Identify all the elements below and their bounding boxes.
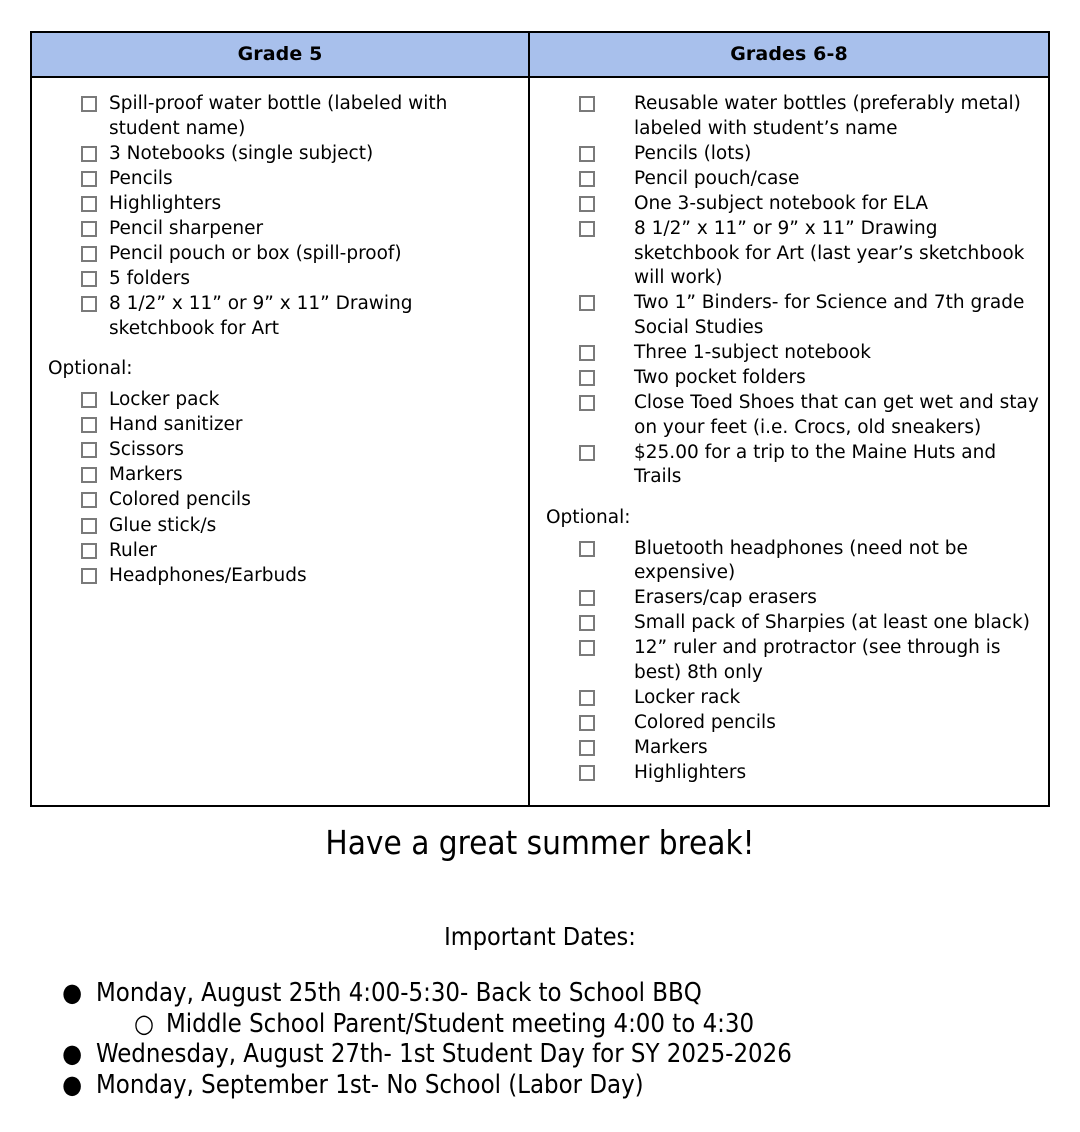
checkbox-icon[interactable] (579, 615, 595, 631)
checklist-item-label: Close Toed Shoes that can get wet and stay on your feet (i.e. Crocs, old sneakers) (634, 392, 1039, 438)
checklist-item-label: Glue stick/s (109, 514, 217, 536)
checklist-item[interactable] (538, 441, 1042, 490)
checkbox-icon[interactable] (81, 196, 97, 212)
checkbox-icon[interactable] (81, 146, 97, 162)
grade-5-optional-label: Optional: (48, 358, 133, 380)
checklist-item-label: Two 1” Binders- for Science and 7th grade Social Studies (634, 292, 1025, 338)
checkbox-icon[interactable] (81, 467, 97, 483)
checkbox-icon[interactable] (579, 715, 595, 731)
checkbox-icon[interactable] (81, 221, 97, 237)
checklist-item[interactable] (40, 564, 522, 589)
checklist-item[interactable] (538, 711, 1042, 736)
important-dates-list (0, 978, 1080, 1100)
checkbox-icon[interactable] (579, 221, 595, 237)
date-item-text: Monday, September 1st- No School (Labor Day) (96, 1069, 644, 1100)
grade-5-required-list (40, 92, 522, 341)
grade-5-cell (31, 77, 529, 806)
checklist-item-label: Bluetooth headphones (need not be expensive) (634, 537, 968, 584)
checklist-item[interactable] (538, 167, 1042, 192)
checkbox-icon[interactable] (81, 171, 97, 187)
summer-break-heading: Have a great summer break! (325, 823, 755, 862)
grades-6-8-optional-list (538, 537, 1042, 786)
checklist-item[interactable] (538, 537, 1042, 586)
checkbox-icon[interactable] (81, 543, 97, 559)
date-item (0, 1070, 1080, 1101)
checkbox-icon[interactable] (579, 541, 595, 557)
checklist-item[interactable] (538, 192, 1042, 217)
date-item-text: Middle School Parent/Student meeting 4:00 to 4:30 (166, 1008, 755, 1039)
checklist-item-label: 5 folders (109, 268, 190, 290)
grades-6-8-cell (529, 77, 1049, 806)
grades-6-8-optional-label: Optional: (546, 507, 631, 528)
checklist-item[interactable] (538, 636, 1042, 685)
checklist-item[interactable] (538, 142, 1042, 167)
checklist-item-label: Scissors (109, 439, 184, 461)
checklist-item[interactable] (40, 388, 522, 413)
checkbox-icon[interactable] (579, 445, 595, 461)
checklist-item[interactable] (538, 217, 1042, 291)
checklist-item[interactable] (538, 686, 1042, 711)
school-supply-table (30, 31, 1050, 807)
checklist-item[interactable] (40, 217, 522, 242)
checklist-item-label: Highlighters (109, 192, 222, 214)
checkbox-icon[interactable] (579, 196, 595, 212)
checklist-item-label: Markers (109, 464, 183, 486)
checklist-item-label: Headphones/Earbuds (109, 564, 307, 586)
bullet-icon: ● (62, 1069, 83, 1100)
checklist-item-label: Pencil sharpener (109, 217, 264, 239)
table-header-row (31, 32, 1049, 77)
checklist-item-label: Colored pencils (634, 712, 776, 734)
hollow-bullet-icon: ○ (134, 1008, 155, 1039)
checklist-item[interactable] (40, 539, 522, 564)
checklist-item[interactable] (538, 366, 1042, 391)
checklist-item-label: Pencils (109, 167, 173, 189)
checkbox-icon[interactable] (81, 246, 97, 262)
checklist-item[interactable] (40, 192, 522, 217)
checklist-item-label: 8 1/2” x 11” or 9” x 11” Drawing sketchbook for Art (last year’s sketchbook will work) (634, 217, 1025, 289)
checklist-item[interactable] (538, 611, 1042, 636)
date-item-text: Monday, August 25th 4:00-5:30- Back to School BBQ (96, 978, 702, 1008)
checkbox-icon[interactable] (81, 568, 97, 584)
checkbox-icon[interactable] (81, 96, 97, 112)
checklist-item-label: Pencils (lots) (634, 142, 752, 164)
checkbox-icon[interactable] (579, 370, 595, 386)
checklist-item[interactable] (538, 92, 1042, 141)
checklist-item[interactable] (40, 267, 522, 292)
checklist-item-label: Pencil pouch/case (634, 167, 800, 189)
checkbox-icon[interactable] (579, 146, 595, 162)
checkbox-icon[interactable] (81, 271, 97, 287)
checkbox-icon[interactable] (579, 171, 595, 187)
checkbox-icon[interactable] (81, 392, 97, 408)
checklist-item[interactable] (538, 736, 1042, 761)
checkbox-icon[interactable] (579, 96, 595, 112)
date-sub-item (0, 1009, 1080, 1040)
date-item (0, 978, 1080, 1009)
checklist-item[interactable] (40, 438, 522, 463)
checklist-item-label: Small pack of Sharpies (at least one black) (634, 612, 1030, 634)
checklist-item-label: Highlighters (634, 762, 747, 784)
checklist-item[interactable] (538, 291, 1042, 340)
checklist-item-label: $25.00 for a trip to the Maine Huts and Trails (634, 441, 997, 488)
checklist-item[interactable] (40, 488, 522, 513)
column-header-grades-6-8: Grades 6-8 (529, 32, 1049, 77)
checkbox-icon[interactable] (81, 296, 97, 312)
checklist-item-label: Markers (634, 737, 708, 759)
checklist-item-label: Two pocket folders (634, 367, 806, 389)
table-body-row (31, 77, 1049, 806)
checkbox-icon[interactable] (579, 765, 595, 781)
checklist-item-label: Locker pack (109, 389, 220, 411)
bullet-icon: ● (62, 978, 83, 1008)
checklist-item[interactable] (40, 92, 522, 141)
checklist-item-label: Ruler (109, 539, 157, 561)
checkbox-icon[interactable] (579, 395, 595, 411)
checklist-item-label: Erasers/cap erasers (634, 587, 817, 609)
checklist-item-label: Three 1-subject notebook (634, 341, 872, 363)
grades-6-8-required-list (538, 92, 1042, 490)
checklist-item[interactable] (40, 242, 522, 267)
checklist-item[interactable] (40, 167, 522, 192)
checklist-item-label: Pencil pouch or box (spill-proof) (109, 243, 402, 265)
checklist-item[interactable] (40, 463, 522, 488)
checklist-item-label: Spill-proof water bottle (labeled with student name) (109, 93, 448, 139)
checklist-item[interactable] (40, 292, 522, 341)
checkbox-icon[interactable] (579, 295, 595, 311)
checklist-item[interactable] (538, 341, 1042, 366)
date-item (0, 1039, 1080, 1070)
checklist-item[interactable] (538, 761, 1042, 786)
checklist-item-label: Reusable water bottles (preferably metal) labeled with student’s name (634, 93, 1021, 139)
column-header-grade-5: Grade 5 (31, 32, 529, 77)
checkbox-icon[interactable] (579, 590, 595, 606)
checkbox-icon[interactable] (81, 442, 97, 458)
important-dates-heading: Important Dates: (444, 922, 636, 951)
checklist-item-label: 12” ruler and protractor (see through is best) 8th only (634, 637, 1001, 684)
bullet-icon: ● (62, 1039, 83, 1069)
checkbox-icon[interactable] (81, 518, 97, 534)
checklist-item-label: 3 Notebooks (single subject) (109, 142, 374, 164)
checklist-item-label: Locker rack (634, 687, 741, 709)
checkbox-icon[interactable] (579, 740, 595, 756)
checkbox-icon[interactable] (579, 640, 595, 656)
checklist-item[interactable] (538, 586, 1042, 611)
checkbox-icon[interactable] (579, 690, 595, 706)
checkbox-icon[interactable] (81, 417, 97, 433)
checklist-item-label: One 3-subject notebook for ELA (634, 192, 928, 214)
date-item-text: Wednesday, August 27th- 1st Student Day for SY 2025-2026 (96, 1039, 792, 1069)
checklist-item[interactable] (538, 391, 1042, 440)
checklist-item[interactable] (40, 142, 522, 167)
checklist-item[interactable] (40, 413, 522, 438)
checkbox-icon[interactable] (81, 492, 97, 508)
grade-5-optional-list (40, 388, 522, 588)
checkbox-icon[interactable] (579, 345, 595, 361)
checklist-item-label: 8 1/2” x 11” or 9” x 11” Drawing sketchbook for Art (109, 293, 413, 339)
checklist-item-label: Hand sanitizer (109, 414, 243, 436)
checklist-item[interactable] (40, 514, 522, 539)
checklist-item-label: Colored pencils (109, 489, 251, 511)
